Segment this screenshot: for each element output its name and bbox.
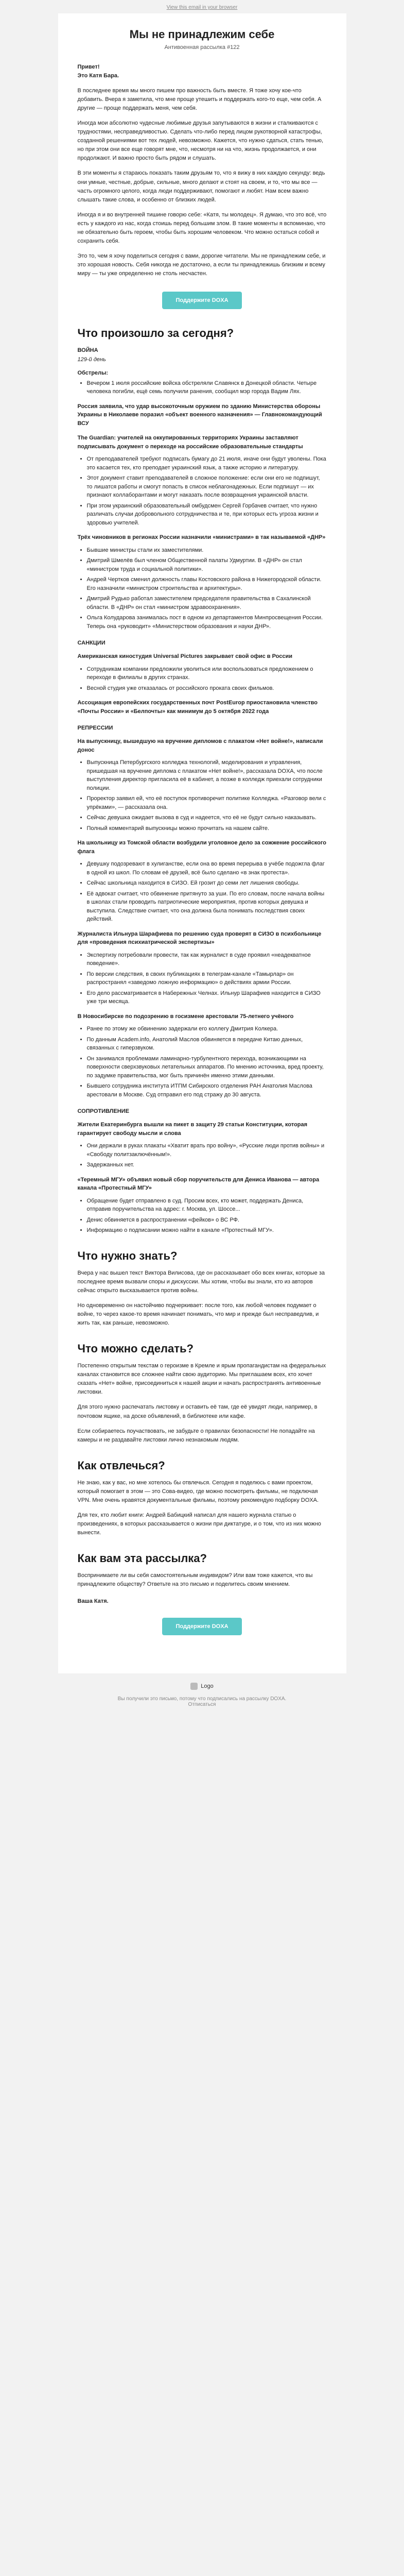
list-item: • Бывшие министры стали их заместителями. [87,546,327,555]
do-paragraph: Для этого нужно распечатать листовку и оставить её там, где её увидят люди, например, в почтовом ящике, на доске объявлений, в библиотеке или кафе. [77,1404,318,1419]
list-item: • Задержанных нет. [87,1161,327,1170]
list-item: • Андрей Чертков сменил должность главы Костовского района в Нижегородской области. Его назначили «министром строительства и архитектуры». [87,575,327,592]
support-button[interactable]: Поддержите DOXA [162,292,241,309]
intro-paragraph: В последнее время мы много пишем про важность быть вместе. Я тоже хочу кое-что добавить. Вчера я заметила, что мне проще утешить и поддержать кого-то еще, чем себя. А другие — проще поддержать меня, чем себя. [77,88,322,112]
list-item: • Ольга Колударова занималась пост в одном из департаментов Минпросвещения России. Теперь она «руководит» «Министерством образования и науки ДНР». [87,614,327,631]
list-item: • При этом украинский образовательный омбудсмен Сергей Горбачев считает, что нужно различать случаи добровольного сотрудничества и те, при которых есть угроза жизни и здоровью учителей. [87,502,327,528]
intro-paragraph: Это то, чем я хочу поделиться сегодня с вами, дорогие читатели. Мы не принадлежим себе, и это хорошая новость. Себя никогда не достаточно, а если ты принадлежишь близким и всему миру — ты уже определенно не столь несчастен. [77,252,326,277]
section-title-about: Как вам эта рассылка? [77,1551,207,1565]
signature: Ваша Катя. [77,1598,109,1605]
newsletter-title: Мы не принадлежим себе [129,28,275,41]
tg-list [78,1197,327,1235]
list-item: • Экспертизу потребовали провести, так как журналист в суде проявил «неадекватное поведение». [87,951,327,968]
footer-text: Вы получили это письмо, потому что подписались на рассылку DOXA. [117,1696,287,1702]
about-paragraph: Воспринимаете ли вы себя самостоятельным индивидом? Или вам тоже кажется, что вы принадлежите обществу? Ответьте на это письмо и поделитесь своим мнением. [77,1572,313,1587]
intro-paragraph: Иногда мои абсолютно чудесные любимые друзья запутываются в жизни и сталкиваются с трудностями, несправедливостью. Сделать что-либо перед лицом рукотворной катастрофы, созданной решениями вот тех людей, невозможно. Кажется, что нужно сдаться, стать тенью, но при этом они все еще говорят мне, что, несмотря ни на что, жизнь продолжается, и они продолжают. И важно просто быть рядом и слушать. [77,120,324,162]
intro-paragraph: В эти моменты я стараюсь показать таким друзьям то, что я вижу в них каждую секунду: ведь они умные, честные, добрые, сильные, много делают и стоят на своем, и то, что мы все — часть огромного целого, когда люди поддерживают, помогают и любят. Нам всем важно слышать такие слова, и особенно от близких людей. [77,170,325,203]
tomsk-list [78,860,327,924]
list-item: • Обращение будет отправлено в суд. Просим всех, кто может, поддержать Дениса, отправив поручительства на адрес: г. Москва, ул. Шоссе... [87,1197,327,1214]
list-item: • Её адвокат считает, что обвинение притянуто за уши. По его словам, после начала войны в школах стали проводить патриотические мероприятия, против которых девушка и выступила. Следствие считает, что она должна была понимать последствия своих действий. [87,890,327,924]
footer [0,1673,404,1719]
view-in-browser-link[interactable]: View this email in your browser [166,5,238,10]
shelling-list [78,379,327,396]
news-headline: Журналиста Ильнура Шарафиева по решению суда проверят в СИЗО в психбольнице для «проведения психиатрической экспертизы» [77,930,322,946]
news-headline: На школьницу из Томской области возбудили уголовное дело за сожжение российского флага [77,840,327,855]
ekb-list [78,1142,327,1170]
list-item: • Его дело рассматривается в Набережных Челнах. Ильнур Шарафиев находится в СИЗО уже три месяца. [87,989,327,1006]
list-item: • Дмитрий Рудько работал заместителем председателя правительства в Сахалинской области. В «ДНР» он стал «министром здравоохранения». [87,595,327,612]
list-item: • По данным Academ.info, Анатолий Маслов обвиняется в передаче Китаю данных, связанных с гиперзвуком. [87,1036,327,1053]
list-item: • Он занимался проблемами ламинарно-турбулентного перехода, возникающими на поверхности сверхзвуковых летательных аппаратов. По мнению источника, вред проекту, по задумке правительства, мог быть причинён именно этими данными. [87,1055,327,1080]
list-item: • Вечером 1 июля российские войска обстреляли Славянск в Донецкой области. Четыре человека погибли, ещё семь получили ранения, сообщил мэр города Вадим Лях. [87,379,327,396]
greeting: Привет! Это Катя Бара. [77,64,119,79]
distract-paragraph: Для тех, кто любит книги: Андрей Бабицкий написал для нашего журнала статью о произведениях, в которых рассказывается о жизни при диктатуре, и о том, что из них можно вынести. [77,1512,321,1536]
distract-paragraph: Не знаю, как у вас, но мне хотелось бы отвлечься. Сегодня я поделюсь с вами проектом, который помогает в этом — это Сова-видео, где можно посмотреть фильмы, не подключая VPN. Мне очень нравятся документальные фильмы, поэтому рекомендую подборку DOXA. [77,1479,319,1503]
intro-paragraph: Иногда я и во внутренней тишине говорю себе: «Катя, ты молодец». Я думаю, что это всё, что есть у каждого из нас, когда стоишь перед большим злом. В такие моменты я вспоминаю, что не обязательно быть героем, чтобы быть хорошим человеком. Что можно остаться собой и сохранить себя. [77,211,327,244]
list-item: • От преподавателей требуют подписать бумагу до 21 июля, иначе они будут уволены. Пока это касается тех, кто преподает украинский язык, а также историю и литературу. [87,455,327,472]
novosibirsk-list [78,1025,327,1099]
shelling-label: Обстрелы: [77,369,109,376]
do-paragraph: Постепенно открытым текстам о героизме в Кремле и ярым пропагандистам на федеральных каналах становится все сложнее найти свою аудиторию. Мы приглашаем всех, кто хочет сказать «Нет» войне, присоединиться к нашей акции и начать распространять антивоенные листовки. [77,1363,326,1396]
list-item: • Информацию о подписании можно найти в канале «Протестный МГУ». [87,1226,327,1235]
list-item: • Денис обвиняется в распространении «фейков» о ВС РФ. [87,1216,327,1225]
logo-mark-icon [190,1683,198,1690]
guardian-list [78,455,327,527]
list-item: • Проректор заявил ей, что её поступок противоречит политике Колледжа. «Разговор вели с упрёками», — рассказала она. [87,794,327,811]
news-headline: The Guardian: учителей на оккупированных территориях Украины заставляют подписывать документ о переходе на российские образовательные стандарты [77,435,303,450]
browser-link-bar [0,0,404,13]
universal-list [78,665,327,693]
list-item: • Выпускница Петербургского колледжа технологий, моделирования и управления, пришедшая на вручение диплома с плакатом «Нет войне!», рассказала DOXA, что после выступления директор пригласила её в кабинет, а позже в колледж приехали сотрудники полиции. [87,758,327,792]
news-headline: Американская киностудия Universal Pictures закрывает свой офис в России [77,653,293,660]
list-item: • Бывшего сотрудника института ИТПМ Сибирского отделения РАН Анатолия Маслова арестовали в Москве. Суд отправил его под стражу до 30 августа. [87,1082,327,1099]
unsubscribe-link[interactable]: Отписаться [188,1702,216,1708]
support-block-bottom [78,1618,327,1635]
logo-text: Logo [201,1683,214,1690]
list-item: • По версии следствия, в своих публикациях в телеграм-канале «Тамырлар» он распространял «заведомо ложную информацию» о действиях армии России. [87,970,327,987]
section-title-know: Что нужно знать? [77,1249,178,1262]
sanctions-label: САНКЦИИ [77,640,106,647]
news-headline: В Новосибирске по подозрению в госизмене арестовали 75-летнего учёного [77,1013,294,1020]
list-item: • Полный комментарий выпускницы можно прочитать на нашем сайте. [87,824,327,833]
support-button-bottom[interactable]: Поддержите DOXA [162,1618,241,1635]
list-item: • Сотрудникам компании предложили уволиться или воспользоваться предложением о переходе в филиалы в других странах. [87,665,327,682]
news-headline: Жители Екатеринбурга вышли на пикет в защиту 29 статьи Конституции, которая гарантирует свободу мысли и слова [77,1122,308,1137]
list-item: • Дмитрий Шмелёв был членом Общественной палаты Удмуртии. В «ДНР» он стал «министром труда и социальной политики». [87,556,327,573]
news-headline: На выпускницу, вышедшую на вручение дипломов с плакатом «Нет войне!», написали донос [77,738,323,753]
logo [190,1683,213,1690]
list-item: • Девушку подозревают в хулиганстве, если она во время перерыва в учёбе подожгла флаг в одной из школ. По словам её друзей, всё было сделано «в знак протеста». [87,860,327,877]
repression-label: РЕПРЕССИИ [77,725,113,732]
diplomas-list [78,758,327,833]
news-headline: Трёх чиновников в регионах России назначили «министрами» в так называемой «ДНР» [77,534,326,541]
resistance-label: СОПРОТИВЛЕНИЕ [77,1108,129,1115]
list-item: • Ранее по этому же обвинению задержали его коллегу Дмитрия Колкера. [87,1025,327,1033]
newsletter-card [58,13,346,1673]
list-item: • Сейчас девушка ожидает вызова в суд и надеется, что её не будут сильно наказывать. [87,814,327,822]
news-headline: Россия заявила, что удар высокоточным оружием по зданию Министерства обороны Украины в Николаеве поразил «объект военного назначения» — Главнокомандующий ВСУ [77,403,322,427]
list-item: • Весной студия уже отказалась от российского проката своих фильмов. [87,684,327,693]
list-item: • Сейчас школьница находится в СИЗО. Ей грозит до семи лет лишения свободы. [87,879,327,888]
ministers-list [78,546,327,631]
war-day: 129-й день [77,356,106,363]
section-title-happened: Что произошло за сегодня? [77,326,234,340]
know-paragraph: Вчера у нас вышел текст Виктора Вилисова, где он рассказывает обо всех книгах, которые за последнее время вызвали споры и дискуссии. Мы хотим, чтобы вы знали, кто из авторов сейчас открыто высказывается против войны. [77,1269,325,1294]
support-block [78,292,327,309]
know-paragraph: Но одновременно он настойчиво подчеркивает: после того, как любой человек подумает о войне, то через какое-то время начинает понимать, что мир и прежде был несправедлив, и жить так, как раньше, невозможно. [77,1302,319,1327]
journalist-list [78,951,327,1006]
list-item: • Этот документ ставит преподавателей в сложное положение: если они его не подпишут, то лишатся работы и смогут попасть в список неблагонадежных. Если подпишут — их признают коллаборантами и могут наказать после возвращения украинской власти. [87,474,327,500]
news-headline: «Теремный МГУ» объявил новый сбор поручительств для Дениса Иванова — автора канала «Протестный МГУ» [77,1176,320,1192]
list-item: • Они держали в руках плакаты «Хватит врать про войну», «Русские люди против войны» и «Свободу политзаключённым!». [87,1142,327,1159]
issue-number: Антивоенная рассылка #122 [164,44,240,50]
section-title-do: Что можно сделать? [77,1342,194,1355]
war-label: ВОЙНА [77,347,98,353]
do-paragraph: Если собираетесь поучаствовать, не забудьте о правилах безопасности! Не попадайте на камеры и не раздавайте листовки лично незнакомым людям. [77,1428,315,1443]
news-headline: Ассоциация европейских государственных почт PostEurop приостановила членство «Почты России» и «Белпочты» как минимум до 5 октября 2022 года [77,700,318,715]
section-title-distract: Как отвлечься? [77,1459,165,1472]
